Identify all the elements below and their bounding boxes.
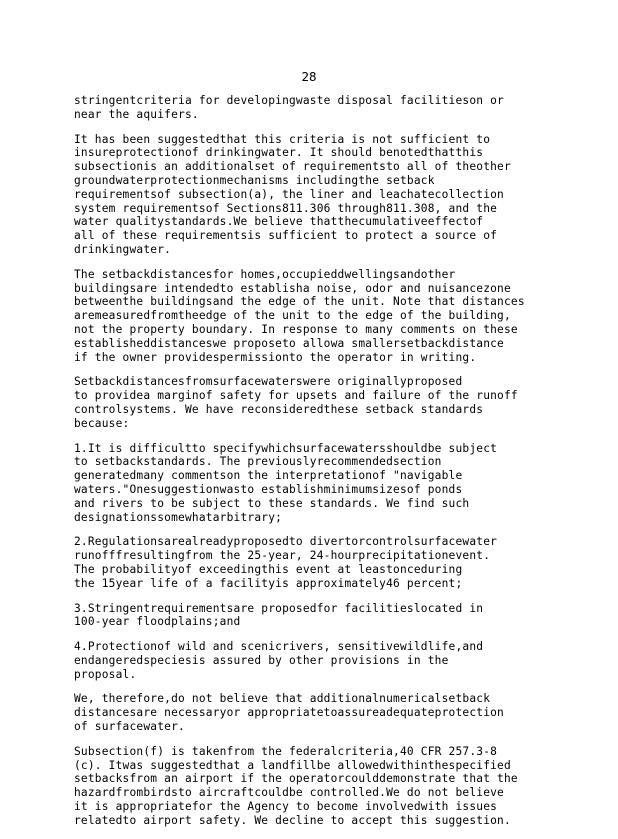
text-line: setbacksfrom an airport if the operatorcoulddemonstrate that the (74, 772, 518, 786)
text-line: 3.Stringentrequirementsare proposedfor facilitieslocated in (74, 601, 484, 615)
page-number: 28 (301, 69, 317, 84)
text-line: 2.Regulationsarealreadyproposedto divertorcontrolsurfacewater (74, 535, 498, 549)
text-line: betweenthe buildingsand the edge of the unit. Note that distances (74, 295, 525, 309)
text-line: relatedto airport safety. We decline to accept this suggestion. (74, 813, 511, 827)
text-line: system requirementsof Sections811.306 through811.308, and the (74, 201, 498, 215)
text-line: Setbackdistancesfromsurfacewaterswere originallyproposed (74, 375, 463, 389)
text-line: designationssomewhatarbitrary; (74, 510, 283, 524)
text-line: the 15year life of a facilityis approximately46 percent; (74, 576, 463, 590)
text-line: and rivers to be subject to these standards. We find such (74, 496, 470, 510)
text-line: insureprotectionof drinkingwater. It should benotedthatthis (74, 146, 484, 160)
text-line: The setbackdistancesfor homes,occupieddwellingsandother (74, 267, 456, 281)
text-line: 1.It is difficultto specifywhichsurfacewatersshouldbe subject (74, 441, 498, 455)
text-line: It has been suggestedthat this criteria is not sufficient to (74, 132, 491, 146)
body-text (74, 94, 564, 839)
text-line: water qualitystandards.We believe thatthecumulativeeffectof (74, 215, 484, 229)
paragraph-conclusion (74, 692, 564, 733)
text-line: generatedmany commentson the interpretationof "navigable (74, 469, 463, 483)
text-line: 4.Protectionof wild and scenicrivers, sensitivewildlife,and (74, 640, 484, 654)
text-line: endangeredspeciesis assured by other provisions in the (74, 653, 449, 667)
text-line: We, therefore,do not believe that additionalnumericalsetback (74, 692, 491, 706)
list-item-2 (74, 535, 564, 590)
text-line: hazardfrombirdsto aircraftcouldbe controlled.We do not believe (74, 786, 504, 800)
text-line: groundwaterprotectionmechanisms includingthe setback (74, 173, 435, 187)
text-line: (c). Itwas suggestedthat a landfillbe allowedwithinthespecified (74, 758, 511, 772)
list-item-1 (74, 442, 564, 525)
paragraph-aquifers (74, 94, 564, 122)
text-line: near the aquifers. (74, 107, 199, 121)
text-line: not the property boundary. In response to many comments on these (74, 322, 518, 336)
text-line: it is appropriatefor the Agency to become involvedwith issues (74, 800, 498, 814)
text-line: runofffresultingfrom the 25-year, 24-hourprecipitationevent. (74, 549, 491, 563)
text-line: controlsystems. We have reconsideredthese setback standards (74, 402, 484, 416)
text-line: drinkingwater. (74, 242, 172, 256)
text-line: The probabilityof exceedingthis event at leastonceduring (74, 562, 463, 576)
text-line: proposal. (74, 667, 137, 681)
text-line: waters."Onesuggestionwasto establishminimumsizesof ponds (74, 482, 463, 496)
text-line: buildingsare intendedto establisha noise, odor and nuisancezone (74, 281, 511, 295)
paragraph-subsection-f (74, 745, 564, 828)
text-line: of surfacewater. (74, 720, 185, 734)
list-item-4 (74, 640, 564, 681)
text-line: aremeasuredfromtheedge of the unit to the edge of the building, (74, 309, 511, 323)
text-line: if the owner providespermissionto the operator in writing. (74, 350, 477, 364)
text-line: because: (74, 416, 130, 430)
text-line: establisheddistanceswe proposeto allowa smallersetbackdistance (74, 336, 504, 350)
text-line: distancesare necessaryor appropriatetoassureadequateprotection (74, 706, 504, 720)
paragraph-setback-homes (74, 268, 564, 365)
paragraph-drinking-water (74, 133, 564, 257)
text-line: requirementsof subsection(a), the liner and leachatecollection (74, 187, 504, 201)
text-line: subsectionis an additionalset of requirementsto all of theother (74, 160, 511, 174)
list-item-3 (74, 602, 564, 630)
text-line: to providea marginof safety for upsets and failure of the runoff (74, 389, 518, 403)
text-line: stringentcriteria for developingwaste disposal facilitieson or (74, 94, 504, 107)
text-line: all of these requirementsis sufficient to protect a source of (74, 229, 498, 243)
text-line: 100-year floodplains;and (74, 615, 241, 629)
paragraph-surface-waters (74, 375, 564, 430)
text-line: Subsection(f) is takenfrom the federalcriteria,40 CFR 257.3-8 (74, 744, 498, 758)
text-line: to setbackstandards. The previouslyrecommendedsection (74, 455, 442, 469)
